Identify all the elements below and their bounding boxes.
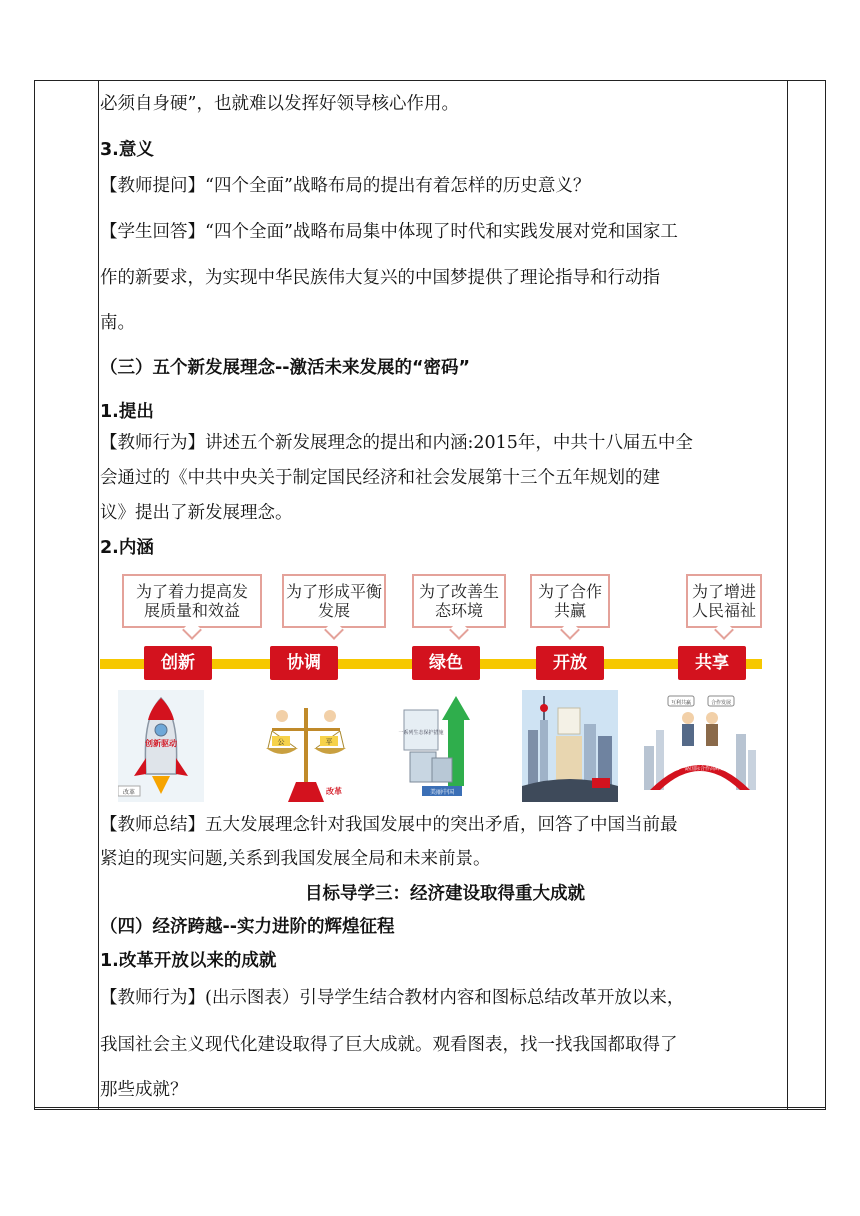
open-city-illustration xyxy=(522,690,618,802)
section-heading: （三）五个新发展理念--激活未来发展的“密码” xyxy=(100,358,471,378)
node-green: 绿色 xyxy=(412,646,480,680)
text-line: 必须自身硬”，也就难以发挥好领导核心作用。 xyxy=(100,94,459,114)
scale-right-label: 平 xyxy=(325,738,333,746)
text-line: 南。 xyxy=(100,313,135,333)
subheading-proposal: 1.提出 xyxy=(100,402,154,422)
goal-bubble: 为了着力提高发 展质量和效益 xyxy=(122,574,262,628)
text-line: 作的新要求，为实现中华民族伟大复兴的中国梦提供了理论指导和行动指 xyxy=(100,268,660,288)
node-sharing: 共享 xyxy=(678,646,746,680)
node-coordination: 协调 xyxy=(270,646,338,680)
goal-bubble: 为了形成平衡 发展 xyxy=(282,574,386,628)
column-divider xyxy=(98,81,99,1109)
goal-bubble: 为了改善生 态环境 xyxy=(412,574,506,628)
text-line: 那些成就？ xyxy=(100,1080,188,1100)
bridge-label: 一带一路国际合作高峰论坛 xyxy=(669,766,731,772)
text-line: 议》提出了新发展理念。 xyxy=(100,503,293,523)
text-line: 我国社会主义现代化建设取得了巨大成就。观看图表，找一找我国都取得了 xyxy=(100,1035,678,1055)
teacher-summary: 【教师总结】五大发展理念针对我国发展中的突出矛盾，回答了中国当前最 xyxy=(100,815,678,835)
goal-bubble: 为了增进 人民福祉 xyxy=(686,574,762,628)
subheading-connotation: 2.内涵 xyxy=(100,538,154,558)
section-heading: （四）经济跨越--实力进阶的辉煌征程 xyxy=(100,917,395,937)
scale-left-label: 公 xyxy=(277,738,285,746)
rocket-label: 创新驱动 xyxy=(145,739,177,748)
text-line: 会通过的《中共中央关于制定国民经济和社会发展第十三个五年规划的建 xyxy=(100,468,660,488)
goal-bubble: 为了合作 共赢 xyxy=(530,574,610,628)
green-sign-label: 美丽中国 xyxy=(429,789,455,796)
subheading-meaning: 3.意义 xyxy=(100,140,154,160)
teacher-action: 【教师行为】讲述五个新发展理念的提出和内涵:2015年，中共十八届五中全 xyxy=(100,433,693,453)
teacher-question: 【教师提问】“四个全面”战略布局的提出有着怎样的历史意义？ xyxy=(100,176,591,196)
subheading-achievements: 1.改革开放以来的成就 xyxy=(100,951,277,971)
speech-right: 合作发展 xyxy=(710,700,732,706)
rocket-illustration xyxy=(118,690,204,802)
speech-left: 互利共赢 xyxy=(670,700,692,706)
student-answer: 【学生回答】“四个全面”战略布局集中体现了时代和实践发展对党和国家工 xyxy=(100,222,678,242)
node-innovation: 创新 xyxy=(144,646,212,680)
balance-scale-illustration xyxy=(258,690,354,802)
node-openness: 开放 xyxy=(536,646,604,680)
green-development-illustration xyxy=(396,690,482,802)
reform-tag: 改革 xyxy=(122,789,136,796)
sharing-illustration xyxy=(640,690,760,802)
teacher-action: 【教师行为】(出示图表）引导学生结合教材内容和图标总结改革开放以来， xyxy=(100,988,685,1008)
reform-arm-label: 改革 xyxy=(326,787,342,796)
text-line: 紧迫的现实问题,关系到我国发展全局和未来前景。 xyxy=(100,849,491,869)
five-concepts-infographic xyxy=(100,568,764,804)
green-board-label: 一系列生态保护措施 xyxy=(398,730,444,736)
goal-heading: 目标导学三：经济建设取得重大成就 xyxy=(305,884,585,904)
